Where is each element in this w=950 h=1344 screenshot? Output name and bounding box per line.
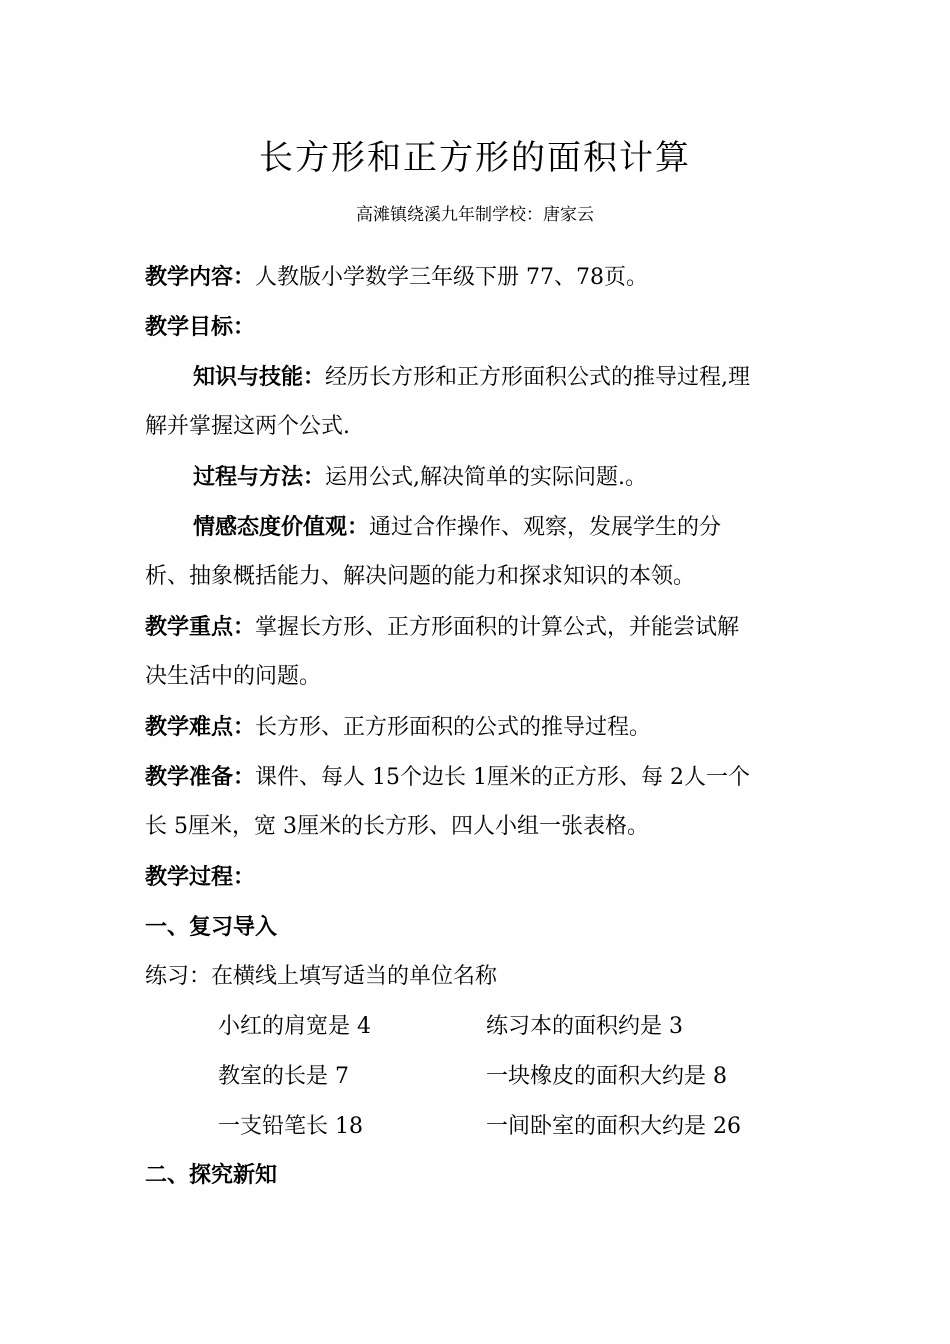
exercise-item: 教室的长是 7 bbox=[218, 1064, 349, 1089]
goal-process bbox=[193, 462, 647, 493]
exercise-item: 小红的肩宽是 4 bbox=[218, 1014, 371, 1039]
key-points bbox=[145, 612, 739, 643]
teaching-content-text: 人教版小学数学三年级下册 77、78页。 bbox=[255, 265, 648, 290]
goals-heading: 教学目标： bbox=[145, 314, 256, 340]
document-title: 长方形和正方形的面积计算 bbox=[259, 138, 691, 178]
goal-attitude-cont: 析、抽象概括能力、解决问题的能力和探求知识的本领。 bbox=[145, 564, 696, 589]
section-review-heading: 一、复习导入 bbox=[145, 914, 278, 940]
exercise-item: 一块橡皮的面积大约是 8 bbox=[486, 1064, 727, 1089]
teaching-content-label: 教学内容： bbox=[145, 264, 256, 290]
key-points-label: 教学重点： bbox=[145, 614, 256, 640]
preparation-text: 课件、每人 15个边长 1厘米的正方形、每 2人一个 bbox=[255, 765, 750, 790]
author-line: 高滩镇绕溪九年制学校：唐家云 bbox=[356, 205, 594, 225]
key-points-text: 掌握长方形、正方形面积的计算公式，并能尝试解 bbox=[255, 615, 740, 640]
difficulties-label: 教学难点： bbox=[145, 714, 256, 740]
difficulties bbox=[145, 712, 651, 743]
exercise-intro: 练习：在横线上填写适当的单位名称 bbox=[145, 964, 498, 989]
goal-knowledge-label: 知识与技能： bbox=[193, 364, 326, 390]
preparation bbox=[145, 762, 750, 793]
goal-knowledge-cont: 解并掌握这两个公式. bbox=[145, 414, 350, 439]
preparation-cont: 长 5厘米，宽 3厘米的长方形、四人小组一张表格。 bbox=[145, 814, 649, 839]
key-points-cont: 决生活中的问题。 bbox=[145, 664, 322, 689]
goal-knowledge bbox=[193, 362, 750, 393]
goal-process-label: 过程与方法： bbox=[193, 464, 326, 490]
exercise-item: 一间卧室的面积大约是 26 bbox=[486, 1114, 741, 1139]
process-heading: 教学过程： bbox=[145, 864, 256, 890]
goal-process-text: 运用公式,解决简单的实际问题.。 bbox=[325, 465, 648, 490]
goal-knowledge-text: 经历长方形和正方形面积公式的推导过程,理 bbox=[325, 365, 751, 390]
exercise-item: 一支铅笔长 18 bbox=[218, 1114, 363, 1139]
goal-attitude-label: 情感态度价值观： bbox=[193, 514, 370, 540]
difficulties-text: 长方形、正方形面积的公式的推导过程。 bbox=[255, 715, 652, 740]
goal-attitude bbox=[193, 512, 721, 543]
teaching-content bbox=[145, 262, 648, 293]
goal-attitude-text: 通过合作操作、观察，发展学生的分 bbox=[369, 515, 722, 540]
preparation-label: 教学准备： bbox=[145, 764, 256, 790]
exercise-item: 练习本的面积约是 3 bbox=[486, 1014, 683, 1039]
section-explore-heading: 二、探究新知 bbox=[145, 1162, 278, 1188]
